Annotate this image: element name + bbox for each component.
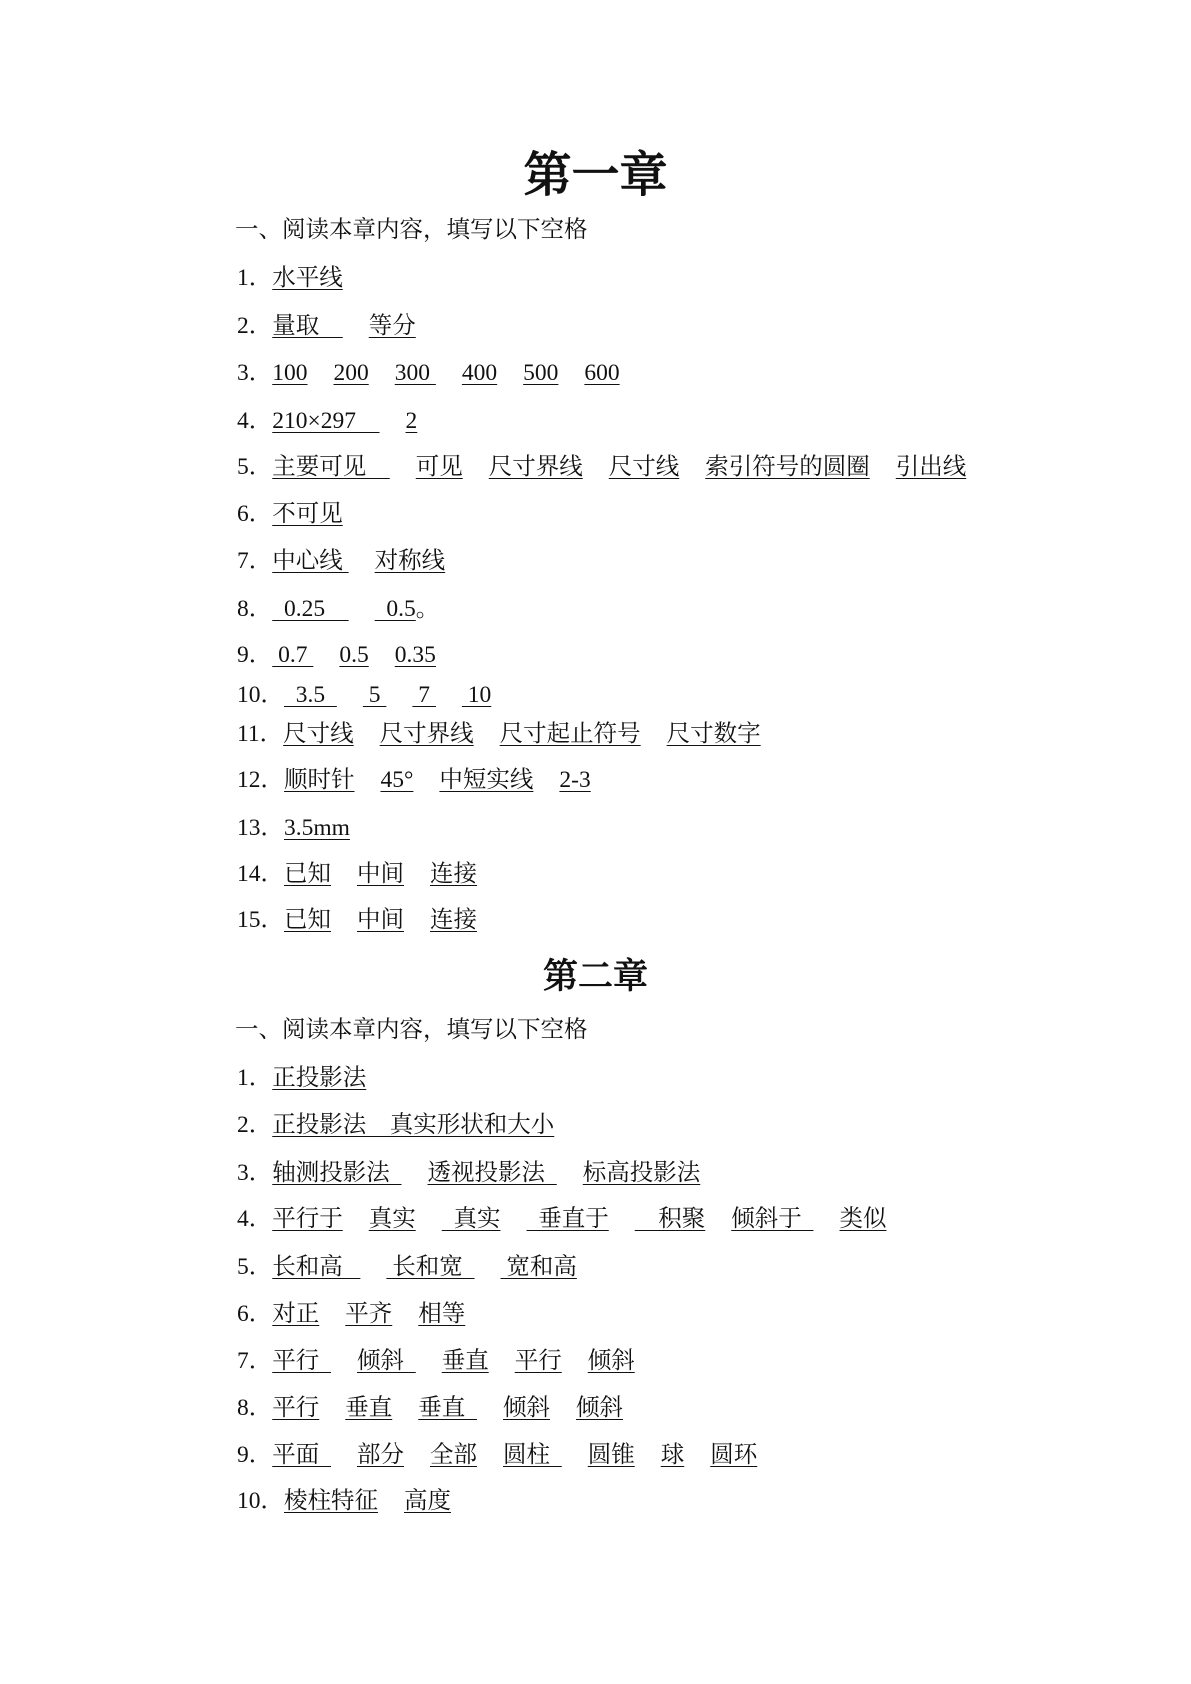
answer-item <box>237 905 477 935</box>
answer-blank: 已知 <box>284 907 331 933</box>
answer-item <box>237 311 416 341</box>
answer-item <box>237 406 417 436</box>
answer-blank: 尺寸起止符号 <box>499 721 641 747</box>
answer-blank: 45° <box>380 767 414 793</box>
item-number: 6． <box>237 501 273 527</box>
answer-blank: 对正 <box>272 1301 320 1327</box>
answer-blank: 索引符号的圆圈 <box>705 454 870 480</box>
answer-item <box>237 1063 366 1093</box>
answer-item <box>237 859 477 889</box>
answer-blank: 部分 <box>357 1442 404 1468</box>
answer-blank: 圆锥 <box>587 1442 635 1468</box>
answer-blank: 0.5 <box>339 642 369 668</box>
answer-blank: 5 <box>362 682 387 708</box>
item-number: 10． <box>237 682 284 708</box>
item-number: 3． <box>237 360 273 386</box>
answer-blank: 中间 <box>357 907 404 933</box>
answer-blank: 倾斜 <box>503 1395 550 1421</box>
answer-blank: 连接 <box>430 907 477 933</box>
answer-blank: 2 <box>405 408 418 434</box>
answer-item <box>237 263 343 293</box>
answer-blank: 3.5 <box>284 682 337 708</box>
item-number: 10． <box>237 1488 284 1514</box>
item-number: 2． <box>237 1112 273 1138</box>
answer-item <box>237 719 761 749</box>
answer-item <box>237 1252 577 1282</box>
answer-blank: 宽和高 <box>500 1254 577 1280</box>
item-number: 8． <box>237 596 273 622</box>
item-number: 4． <box>237 1206 273 1232</box>
answer-blank: 全部 <box>430 1442 477 1468</box>
answer-blank: 100 <box>272 360 308 386</box>
answer-blank: 500 <box>523 360 559 386</box>
item-number: 4． <box>237 408 273 434</box>
answer-item <box>237 546 445 576</box>
answer-blank: 300 <box>394 360 436 386</box>
answer-item <box>237 765 591 795</box>
answer-item <box>237 452 966 482</box>
answer-blank: 0.35 <box>394 642 436 668</box>
item-number: 2． <box>237 313 273 339</box>
answer-blank: 垂直于 <box>526 1206 609 1232</box>
answer-item <box>237 1110 554 1140</box>
answer-blank: 平行 <box>272 1348 331 1374</box>
answer-item <box>237 640 436 670</box>
answer-blank: 正投影法 真实形状和大小 <box>272 1112 555 1138</box>
answer-blank: 尺寸界线 <box>379 721 474 747</box>
answer-blank: 200 <box>333 360 369 386</box>
answer-blank: 标高投影法 <box>582 1160 701 1186</box>
answer-blank: 棱柱特征 <box>284 1488 378 1514</box>
answer-item <box>237 1346 635 1376</box>
answer-blank: 圆柱 <box>503 1442 562 1468</box>
answer-blank: 不可见 <box>272 501 343 527</box>
answer-blank: 10 <box>461 682 492 708</box>
answer-blank: 2-3 <box>559 767 591 793</box>
item-number: 1． <box>237 265 273 291</box>
answer-blank: 垂直 <box>345 1395 393 1421</box>
answer-blank: 积聚 <box>634 1206 706 1232</box>
item-number: 13． <box>237 815 284 841</box>
answer-item <box>237 813 350 843</box>
answer-blank: 尺寸线 <box>283 721 354 747</box>
answer-blank: 0.25 <box>272 596 349 622</box>
answer-blank: 中间 <box>357 861 404 887</box>
item-number: 9． <box>237 642 273 668</box>
answer-blank: 0.7 <box>272 642 314 668</box>
answer-blank: 水平线 <box>272 265 343 291</box>
item-number: 3． <box>237 1160 273 1186</box>
item-number: 5． <box>237 454 273 480</box>
answer-blank: 倾斜 <box>587 1348 635 1374</box>
item-number: 15． <box>237 907 284 933</box>
item-number: 11． <box>237 721 284 747</box>
answer-blank: 量取 <box>272 313 343 339</box>
answer-blank: 类似 <box>839 1206 887 1232</box>
answer-item <box>237 1393 623 1423</box>
item-number: 14． <box>237 861 284 887</box>
answer-blank: 平行 <box>272 1395 320 1421</box>
answer-blank: 400 <box>461 360 498 386</box>
answer-blank: 高度 <box>404 1488 451 1514</box>
answer-blank: 平面 <box>272 1442 331 1468</box>
answer-item <box>237 1440 757 1470</box>
answer-item <box>237 1204 887 1234</box>
instruction-text: 一、阅读本章内容，填写以下空格 <box>235 1017 588 1043</box>
answer-blank: 中短实线 <box>439 767 534 793</box>
answer-blank: 透视投影法 <box>427 1160 557 1186</box>
item-number: 12． <box>237 767 284 793</box>
answer-blank: 长和高 <box>272 1254 361 1280</box>
answer-blank: 引出线 <box>895 454 967 480</box>
item-number: 6． <box>237 1301 273 1327</box>
item-suffix: 。 <box>415 596 440 622</box>
answer-blank: 平行于 <box>272 1206 343 1232</box>
answer-item <box>237 1486 451 1516</box>
answer-blank: 0.5 <box>374 596 416 622</box>
item-number: 1． <box>237 1065 273 1091</box>
answer-item <box>237 499 343 529</box>
answer-blank: 等分 <box>368 313 416 339</box>
answer-blank: 真实 <box>441 1206 501 1232</box>
answer-blank: 平行 <box>514 1348 562 1374</box>
answer-blank: 倾斜于 <box>731 1206 814 1232</box>
answer-blank: 正投影法 <box>272 1065 367 1091</box>
chapter-title: 第一章 <box>523 149 668 202</box>
answer-item <box>237 594 439 624</box>
answer-blank: 倾斜 <box>357 1348 416 1374</box>
item-number: 7． <box>237 548 273 574</box>
item-number: 7． <box>237 1348 273 1374</box>
answer-blank: 长和宽 <box>386 1254 475 1280</box>
answer-blank: 可见 <box>415 454 463 480</box>
answer-blank: 尺寸界线 <box>488 454 583 480</box>
answer-item <box>237 358 620 388</box>
answer-blank: 3.5mm <box>284 815 350 841</box>
answer-blank: 圆环 <box>710 1442 758 1468</box>
answer-blank: 真实 <box>368 1206 416 1232</box>
answer-item <box>237 1299 465 1329</box>
answer-blank: 球 <box>660 1442 685 1468</box>
answer-blank: 210×297 <box>272 408 380 434</box>
answer-blank: 7 <box>412 682 436 708</box>
item-number: 5． <box>237 1254 273 1280</box>
answer-item <box>237 1158 700 1188</box>
item-number: 9． <box>237 1442 273 1468</box>
answer-blank: 相等 <box>418 1301 466 1327</box>
answer-blank: 主要可见 <box>272 454 390 480</box>
answer-blank: 对称线 <box>374 548 446 574</box>
item-number: 8． <box>237 1395 273 1421</box>
answer-blank: 已知 <box>284 861 331 887</box>
answer-blank: 垂直 <box>418 1395 477 1421</box>
answer-item <box>237 680 491 710</box>
instruction-text: 一、阅读本章内容，填写以下空格 <box>235 217 588 243</box>
answer-blank: 垂直 <box>441 1348 489 1374</box>
answer-blank: 倾斜 <box>576 1395 623 1421</box>
chapter-title: 第二章 <box>542 957 648 996</box>
answer-blank: 顺时针 <box>284 767 355 793</box>
answer-blank: 600 <box>584 360 620 386</box>
answer-blank: 尺寸数字 <box>666 721 761 747</box>
answer-blank: 尺寸线 <box>608 454 680 480</box>
answer-blank: 平齐 <box>345 1301 393 1327</box>
answer-blank: 中心线 <box>272 548 349 574</box>
answer-blank: 轴测投影法 <box>272 1160 402 1186</box>
answer-blank: 连接 <box>430 861 477 887</box>
